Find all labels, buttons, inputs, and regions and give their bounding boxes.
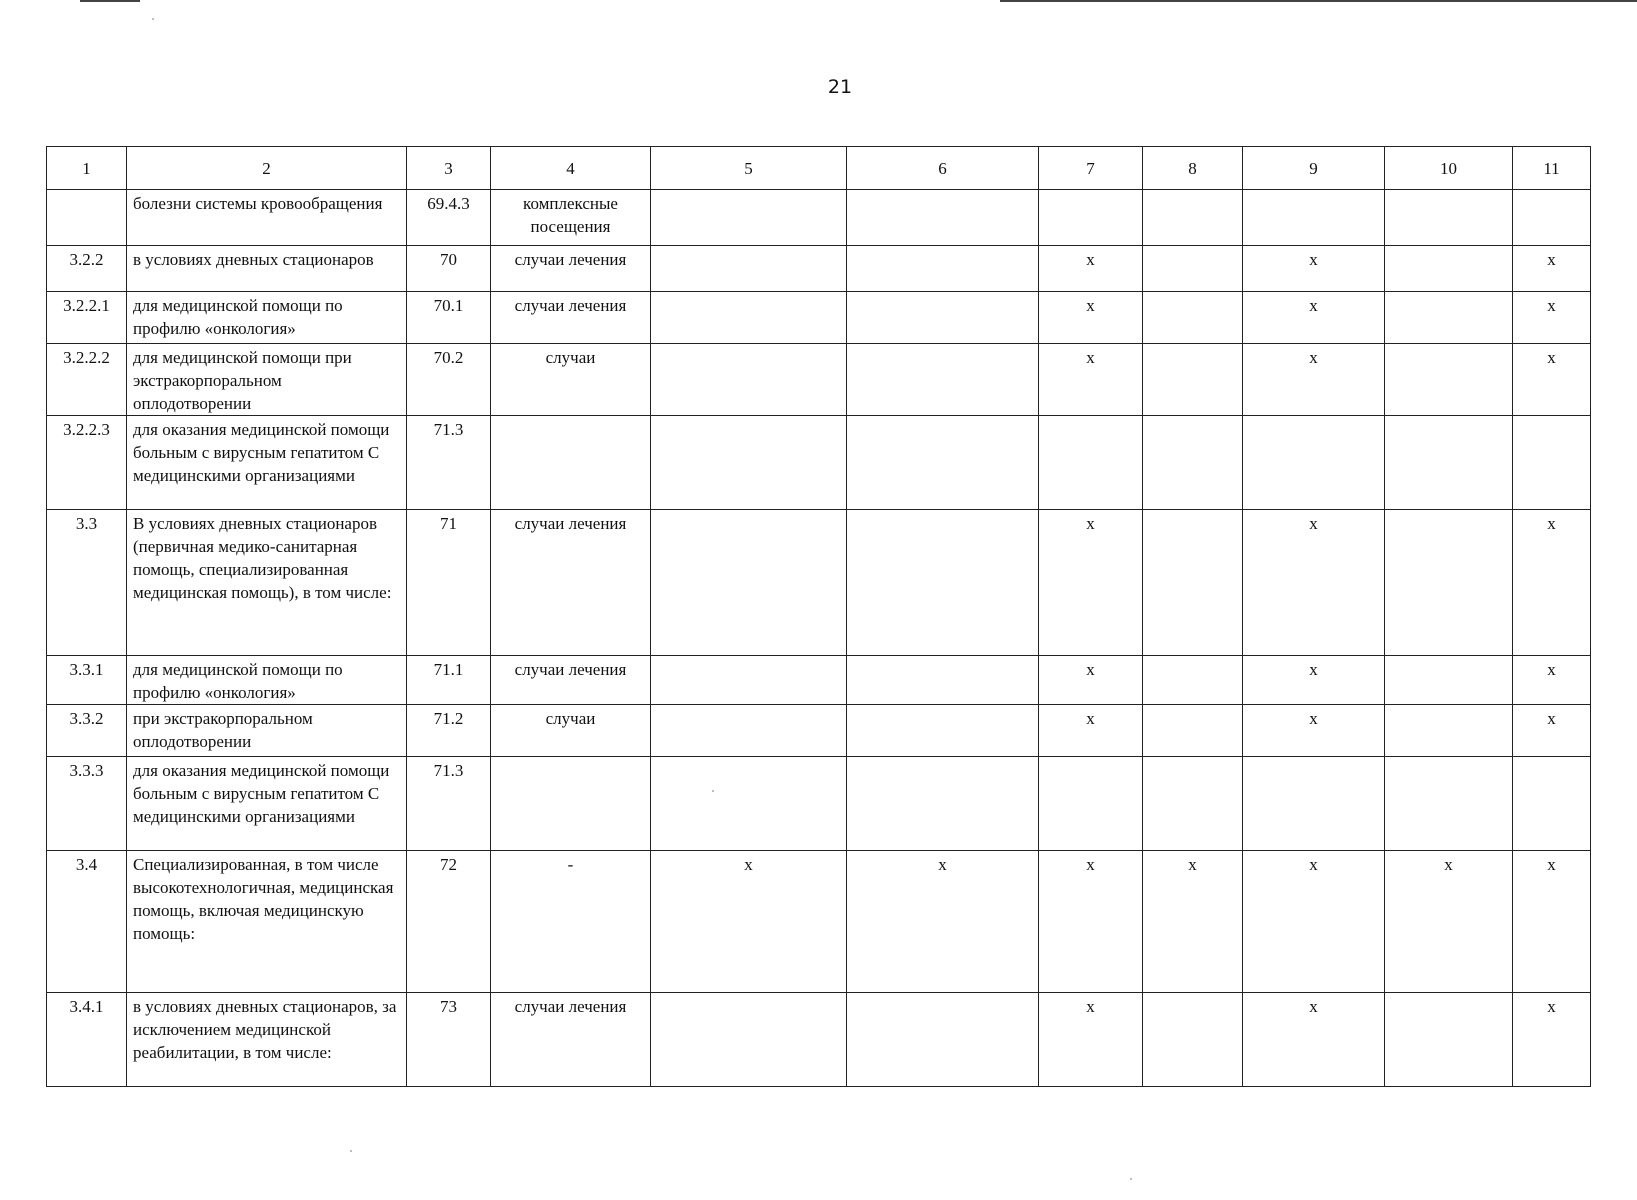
col5-cell — [651, 190, 847, 246]
col9-cell: х — [1243, 656, 1385, 705]
column-header-5: 5 — [651, 147, 847, 190]
col10-cell — [1385, 757, 1513, 851]
column-header-9: 9 — [1243, 147, 1385, 190]
col8-cell — [1143, 344, 1243, 416]
col7-cell: х — [1039, 246, 1143, 292]
row-number-cell: 3.2.2.1 — [47, 292, 127, 344]
table-row — [47, 190, 1591, 246]
col10-cell — [1385, 190, 1513, 246]
column-header-7: 7 — [1039, 147, 1143, 190]
col8-cell — [1143, 757, 1243, 851]
col9-cell: х — [1243, 344, 1385, 416]
row-name-cell: для медицинской помощи при экстракорпоральном оплодотворении — [127, 344, 407, 416]
col10-cell — [1385, 416, 1513, 510]
row-code-cell: 71.3 — [407, 757, 491, 851]
col5-cell — [651, 705, 847, 757]
row-code-cell: 71.3 — [407, 416, 491, 510]
row-name-cell: в условиях дневных стационаров, за исключением медицинской реабилитации, в том числе: — [127, 993, 407, 1087]
row-unit-cell: случаи лечения — [491, 292, 651, 344]
row-unit-cell: комплексные посещения — [491, 190, 651, 246]
table-row — [47, 757, 1591, 851]
table-header-row — [47, 147, 1591, 190]
col11-cell — [1513, 757, 1591, 851]
col7-cell: х — [1039, 993, 1143, 1087]
col9-cell — [1243, 190, 1385, 246]
col11-cell: х — [1513, 993, 1591, 1087]
scan-speck — [350, 1150, 352, 1152]
col8-cell — [1143, 510, 1243, 656]
col11-cell: х — [1513, 292, 1591, 344]
col5-cell — [651, 656, 847, 705]
col6-cell — [847, 757, 1039, 851]
row-name-cell: Специализированная, в том числе высокотехнологичная, медицинская помощь, включая медицинскую помощь: — [127, 851, 407, 993]
col5-cell — [651, 344, 847, 416]
row-code-cell: 73 — [407, 993, 491, 1087]
table-body — [47, 190, 1591, 1087]
row-code-cell: 70.1 — [407, 292, 491, 344]
row-number-cell — [47, 190, 127, 246]
col5-cell — [651, 246, 847, 292]
table-row — [47, 851, 1591, 993]
row-number-cell: 3.4 — [47, 851, 127, 993]
col9-cell: х — [1243, 993, 1385, 1087]
col7-cell — [1039, 190, 1143, 246]
col7-cell: х — [1039, 510, 1143, 656]
row-name-cell: В условиях дневных стационаров (первичная медико-санитарная помощь, специализированная медицинская помощь), в том числе: — [127, 510, 407, 656]
row-name-cell: болезни системы кровообращения — [127, 190, 407, 246]
col5-cell — [651, 510, 847, 656]
table-row — [47, 344, 1591, 416]
col11-cell: х — [1513, 851, 1591, 993]
col10-cell — [1385, 344, 1513, 416]
col9-cell: х — [1243, 292, 1385, 344]
col7-cell: х — [1039, 851, 1143, 993]
row-name-cell: в условиях дневных стационаров — [127, 246, 407, 292]
col11-cell: х — [1513, 656, 1591, 705]
row-unit-cell — [491, 416, 651, 510]
col6-cell — [847, 292, 1039, 344]
col9-cell — [1243, 757, 1385, 851]
row-number-cell: 3.4.1 — [47, 993, 127, 1087]
column-header-6: 6 — [847, 147, 1039, 190]
row-unit-cell: случаи лечения — [491, 510, 651, 656]
col6-cell — [847, 246, 1039, 292]
col11-cell: х — [1513, 344, 1591, 416]
col8-cell — [1143, 705, 1243, 757]
table-row — [47, 416, 1591, 510]
col7-cell: х — [1039, 656, 1143, 705]
col7-cell: х — [1039, 292, 1143, 344]
column-header-4: 4 — [491, 147, 651, 190]
table-row — [47, 510, 1591, 656]
column-header-8: 8 — [1143, 147, 1243, 190]
row-name-cell: для оказания медицинской помощи больным с вирусным гепатитом С медицинскими организациями — [127, 757, 407, 851]
col11-cell: х — [1513, 246, 1591, 292]
scan-top-rule-left — [80, 0, 140, 2]
col8-cell — [1143, 416, 1243, 510]
col5-cell — [651, 993, 847, 1087]
table-row — [47, 246, 1591, 292]
column-header-11: 11 — [1513, 147, 1591, 190]
col8-cell: х — [1143, 851, 1243, 993]
row-number-cell: 3.3.3 — [47, 757, 127, 851]
col6-cell — [847, 416, 1039, 510]
col10-cell — [1385, 656, 1513, 705]
scan-top-rule-right — [1000, 0, 1637, 2]
col6-cell — [847, 705, 1039, 757]
col11-cell: х — [1513, 705, 1591, 757]
row-number-cell: 3.2.2.3 — [47, 416, 127, 510]
row-name-cell: для оказания медицинской помощи больным с вирусным гепатитом С медицинскими организациями — [127, 416, 407, 510]
col6-cell: х — [847, 851, 1039, 993]
col6-cell — [847, 190, 1039, 246]
col5-cell — [651, 292, 847, 344]
col5-cell — [651, 757, 847, 851]
col8-cell — [1143, 246, 1243, 292]
col10-cell: х — [1385, 851, 1513, 993]
col11-cell: х — [1513, 510, 1591, 656]
row-number-cell: 3.3.2 — [47, 705, 127, 757]
col8-cell — [1143, 993, 1243, 1087]
row-unit-cell: случаи лечения — [491, 993, 651, 1087]
scan-speck — [1130, 1178, 1132, 1180]
row-unit-cell: случаи — [491, 344, 651, 416]
col10-cell — [1385, 510, 1513, 656]
row-number-cell: 3.3 — [47, 510, 127, 656]
col8-cell — [1143, 656, 1243, 705]
row-unit-cell — [491, 757, 651, 851]
table-row — [47, 705, 1591, 757]
data-table — [46, 146, 1591, 1087]
table-row — [47, 993, 1591, 1087]
col10-cell — [1385, 993, 1513, 1087]
row-code-cell: 71.1 — [407, 656, 491, 705]
scan-speck — [712, 790, 714, 792]
col6-cell — [847, 510, 1039, 656]
col9-cell: х — [1243, 510, 1385, 656]
row-number-cell: 3.2.2.2 — [47, 344, 127, 416]
scan-speck — [152, 18, 154, 20]
col9-cell: х — [1243, 246, 1385, 292]
column-header-2: 2 — [127, 147, 407, 190]
col7-cell: х — [1039, 344, 1143, 416]
col10-cell — [1385, 705, 1513, 757]
row-number-cell: 3.3.1 — [47, 656, 127, 705]
row-unit-cell: - — [491, 851, 651, 993]
col5-cell: х — [651, 851, 847, 993]
row-unit-cell: случаи лечения — [491, 656, 651, 705]
col10-cell — [1385, 246, 1513, 292]
column-header-1: 1 — [47, 147, 127, 190]
row-code-cell: 71 — [407, 510, 491, 656]
page-number: 21 — [827, 76, 853, 98]
col6-cell — [847, 656, 1039, 705]
row-name-cell: при экстракорпоральном оплодотворении — [127, 705, 407, 757]
col11-cell — [1513, 416, 1591, 510]
row-unit-cell: случаи — [491, 705, 651, 757]
row-number-cell: 3.2.2 — [47, 246, 127, 292]
col8-cell — [1143, 292, 1243, 344]
row-code-cell: 72 — [407, 851, 491, 993]
col6-cell — [847, 344, 1039, 416]
row-unit-cell: случаи лечения — [491, 246, 651, 292]
col9-cell — [1243, 416, 1385, 510]
row-code-cell: 71.2 — [407, 705, 491, 757]
col6-cell — [847, 993, 1039, 1087]
col8-cell — [1143, 190, 1243, 246]
col11-cell — [1513, 190, 1591, 246]
col5-cell — [651, 416, 847, 510]
row-code-cell: 69.4.3 — [407, 190, 491, 246]
row-name-cell: для медицинской помощи по профилю «онкология» — [127, 656, 407, 705]
column-header-10: 10 — [1385, 147, 1513, 190]
col7-cell — [1039, 757, 1143, 851]
col7-cell — [1039, 416, 1143, 510]
row-code-cell: 70 — [407, 246, 491, 292]
table-row — [47, 656, 1591, 705]
col7-cell: х — [1039, 705, 1143, 757]
table-row — [47, 292, 1591, 344]
col9-cell: х — [1243, 851, 1385, 993]
col10-cell — [1385, 292, 1513, 344]
column-header-3: 3 — [407, 147, 491, 190]
row-name-cell: для медицинской помощи по профилю «онкология» — [127, 292, 407, 344]
col9-cell: х — [1243, 705, 1385, 757]
row-code-cell: 70.2 — [407, 344, 491, 416]
